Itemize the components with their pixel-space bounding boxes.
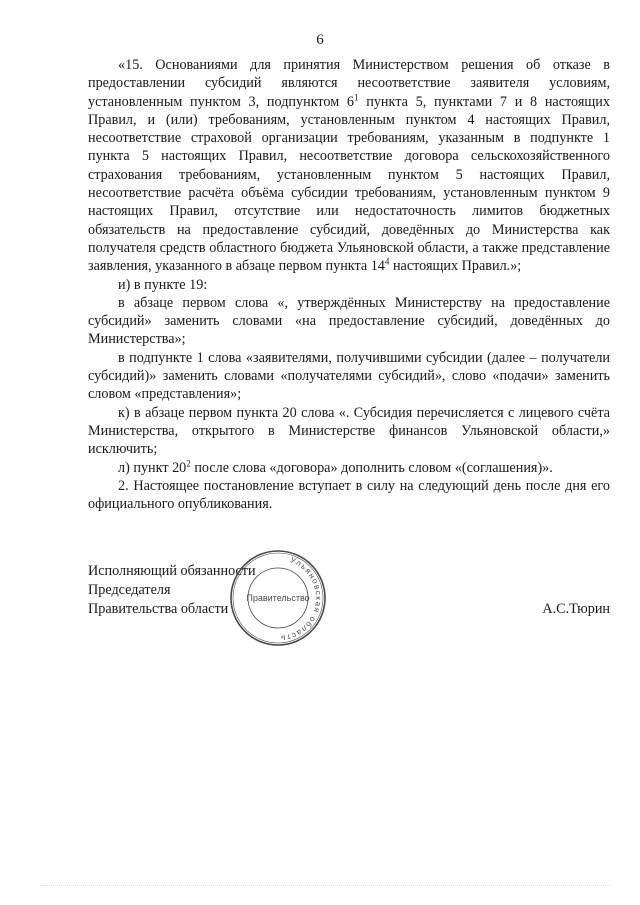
paragraph-text: «15. Основаниями для принятия Министерством решения об отказе в предоставлении субсидий являются несоответствие заявителя условиям, установленным пунктом 3, подпунктом 6 (88, 57, 610, 110)
paragraph-subpoint-1: в подпункте 1 слова «заявителями, получившими субсидии (далее – получатели субсидий)» заменить словами «получателями субсидий», слово «подачи» заменить словом «представления»; (88, 349, 610, 403)
paragraph-first-abzac: в абзаце первом слова «, утверждённых Министерству на предоставление субсидий» заменить словами «на предоставление субсидий, доведённых до Министерства»; (88, 294, 610, 348)
official-seal-stamp (228, 548, 328, 648)
document-body (88, 56, 610, 513)
stamp-ring-text: Ульяновская область (279, 555, 324, 644)
paragraph-text: настоящих Правил.»; (389, 258, 522, 275)
paragraph-item-i: и) в пункте 19: (118, 276, 208, 293)
paragraph-effective-date: 2. Настоящее постановление вступает в силу на следующий день после дня его официального опубликования. (88, 477, 610, 513)
signature-block (88, 562, 610, 619)
signatory-title-line-1: Исполняющий обязанности (88, 563, 256, 579)
stamp-center-text: Правительство (246, 593, 310, 603)
superscript: 2 (186, 457, 191, 468)
paragraph-item-15 (88, 56, 610, 276)
signatory-name: А.С.Тюрин (542, 601, 610, 617)
superscript: 1 (354, 91, 359, 102)
scan-noise-line (40, 885, 610, 894)
superscript: 4 (384, 256, 390, 267)
page-number: 6 (316, 32, 324, 48)
paragraph-text: пункта 5, пунктами 7 и 8 настоящих Правил, и (или) требованиям, установленным пунктом 4 настоящих Правил, несоответствие страховой организации требованиям, указанным в подпункте 1 пункта 5 настоящих Правил, несоответствие договора сельскохозяйственного страхования требованиям, установленным пунктом 5 настоящих Правил, несоответствие расчёта объёма субсидии требованиям, установленным пунктом 9 настоящих Правил, отсутствие или недостаточность лимитов бюджетных обязательств на предоставление субсидий, доведённых до Министерства как получателя средств областного бюджета Ульяновской области, а также представление заявления, указанного в абзаце первом пункта 14 (88, 93, 610, 275)
signatory-title-line-3: Правительства области (88, 601, 229, 617)
paragraph-item-l (88, 459, 610, 477)
paragraph-text: после слова «договора» дополнить словом «(соглашения)». (190, 459, 553, 476)
paragraph-text: л) пункт 20 (118, 459, 187, 476)
paragraph-item-k: к) в абзаце первом пункта 20 слова «. Субсидия перечисляется с лицевого счёта Министерства, открытого в Министерстве финансов Ульяновской области,» исключить; (88, 404, 610, 458)
signatory-title-line-2: Председателя (88, 582, 171, 598)
